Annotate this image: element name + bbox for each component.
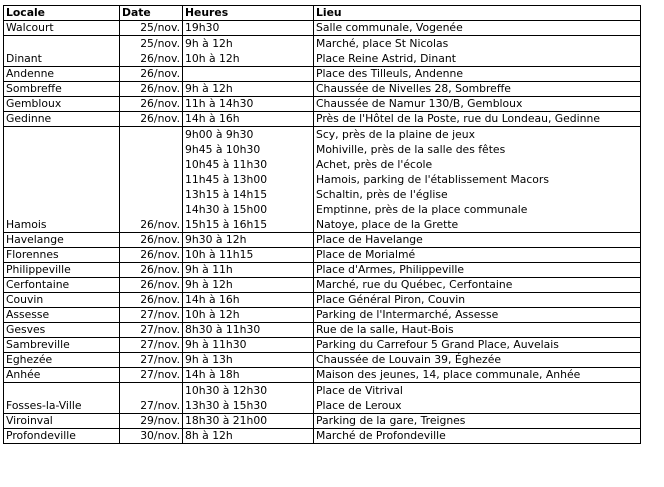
- cell-locale: Walcourt: [4, 21, 120, 36]
- cell-lieu-line: Emptinne, près de la place communale: [316, 203, 528, 216]
- cell-locale: Gedinne: [4, 112, 120, 127]
- cell-heures-line: 13h30 à 15h30: [185, 399, 268, 412]
- cell-heures: 8h à 12h: [183, 429, 314, 444]
- cell-lieu: Place de Havelange: [314, 233, 641, 248]
- cell-heures-line: 9h00 à 9h30: [185, 128, 254, 141]
- table-row: [4, 338, 641, 353]
- cell-date: 26/nov.: [120, 278, 183, 293]
- cell-date: 25/nov.: [120, 21, 183, 36]
- cell-locale: Hamois: [4, 127, 120, 233]
- cell-date: 27/nov.: [120, 383, 183, 414]
- cell-heures: [183, 127, 314, 233]
- cell-heures-line: 9h à 12h: [185, 37, 233, 50]
- schedule-table: [3, 5, 641, 444]
- cell-heures-line: 9h45 à 10h30: [185, 143, 261, 156]
- cell-heures-line: 10h à 12h: [185, 52, 240, 65]
- cell-lieu: Marché, rue du Québec, Cerfontaine: [314, 278, 641, 293]
- table-row: [4, 278, 641, 293]
- cell-date: 26/nov.: [120, 127, 183, 233]
- cell-date: 27/nov.: [120, 323, 183, 338]
- header-date: Date: [120, 6, 183, 21]
- cell-date: 26/nov.: [120, 233, 183, 248]
- table-row: [4, 233, 641, 248]
- table-row: [4, 429, 641, 444]
- cell-locale: Gembloux: [4, 97, 120, 112]
- cell-lieu: [314, 36, 641, 67]
- cell-locale: Cerfontaine: [4, 278, 120, 293]
- table-row: [4, 112, 641, 127]
- cell-locale: Sambreville: [4, 338, 120, 353]
- cell-lieu: Maison des jeunes, 14, place communale, Anhée: [314, 368, 641, 383]
- cell-locale: Assesse: [4, 308, 120, 323]
- table-row: [4, 383, 641, 414]
- table-row: [4, 323, 641, 338]
- cell-heures: 18h30 à 21h00: [183, 414, 314, 429]
- table-row: [4, 127, 641, 233]
- date-line: 26/nov.: [140, 52, 180, 65]
- header-lieu: Lieu: [314, 6, 641, 21]
- cell-lieu-line: Place Reine Astrid, Dinant: [316, 52, 456, 65]
- cell-heures-line: 15h15 à 16h15: [185, 218, 268, 231]
- cell-heures: 9h à 13h: [183, 353, 314, 368]
- cell-locale: Fosses-la-Ville: [4, 383, 120, 414]
- cell-lieu: Parking de la gare, Treignes: [314, 414, 641, 429]
- cell-heures: 8h30 à 11h30: [183, 323, 314, 338]
- header-locale: Locale: [4, 6, 120, 21]
- cell-date: [120, 36, 183, 67]
- table-row: [4, 263, 641, 278]
- cell-heures: 11h à 14h30: [183, 97, 314, 112]
- cell-heures-line: 14h30 à 15h00: [185, 203, 268, 216]
- cell-lieu: Place des Tilleuls, Andenne: [314, 67, 641, 82]
- cell-date: 27/nov.: [120, 338, 183, 353]
- cell-date: 26/nov.: [120, 293, 183, 308]
- cell-lieu-line: Hamois, parking de l'établissement Macors: [316, 173, 549, 186]
- table-row: [4, 414, 641, 429]
- table-row: [4, 293, 641, 308]
- cell-lieu: Marché de Profondeville: [314, 429, 641, 444]
- cell-heures: 14h à 18h: [183, 368, 314, 383]
- table-row: [4, 353, 641, 368]
- cell-heures: 19h30: [183, 21, 314, 36]
- cell-lieu-line: Scy, près de la plaine de jeux: [316, 128, 475, 141]
- cell-heures-line: 10h30 à 12h30: [185, 384, 268, 397]
- cell-heures: 9h à 11h30: [183, 338, 314, 353]
- cell-heures: [183, 36, 314, 67]
- cell-locale: Florennes: [4, 248, 120, 263]
- cell-date: 26/nov.: [120, 248, 183, 263]
- table-body: [4, 21, 641, 444]
- cell-lieu: [314, 383, 641, 414]
- cell-heures: 9h30 à 12h: [183, 233, 314, 248]
- cell-lieu: Chaussée de Namur 130/B, Gembloux: [314, 97, 641, 112]
- cell-date: 29/nov.: [120, 414, 183, 429]
- cell-date: 26/nov.: [120, 82, 183, 97]
- cell-heures: 9h à 12h: [183, 82, 314, 97]
- cell-lieu-line: Schaltin, près de l'église: [316, 188, 448, 201]
- table-row: [4, 97, 641, 112]
- table-row: [4, 36, 641, 67]
- table-row: [4, 21, 641, 36]
- cell-lieu: Rue de la salle, Haut-Bois: [314, 323, 641, 338]
- cell-lieu: Place Général Piron, Couvin: [314, 293, 641, 308]
- cell-heures-line: 10h45 à 11h30: [185, 158, 268, 171]
- cell-locale: Eghezée: [4, 353, 120, 368]
- date-line: 25/nov.: [140, 37, 180, 50]
- cell-lieu: Salle communale, Vogenée: [314, 21, 641, 36]
- spreadsheet: [3, 5, 641, 444]
- cell-locale: Gesves: [4, 323, 120, 338]
- cell-locale: Dinant: [4, 36, 120, 67]
- cell-heures-line: 13h15 à 14h15: [185, 188, 268, 201]
- cell-locale: Anhée: [4, 368, 120, 383]
- cell-date: 26/nov.: [120, 263, 183, 278]
- cell-lieu-line: Mohiville, près de la salle des fêtes: [316, 143, 506, 156]
- cell-heures-line: 11h45 à 13h00: [185, 173, 268, 186]
- cell-heures: 14h à 16h: [183, 293, 314, 308]
- cell-lieu-line: Place de Leroux: [316, 399, 402, 412]
- cell-lieu: Place d'Armes, Philippeville: [314, 263, 641, 278]
- table-row: [4, 308, 641, 323]
- cell-locale: Viroinval: [4, 414, 120, 429]
- cell-date: 27/nov.: [120, 353, 183, 368]
- cell-lieu: Place de Morialmé: [314, 248, 641, 263]
- cell-date: 27/nov.: [120, 308, 183, 323]
- cell-lieu-line: Natoye, place de la Grette: [316, 218, 459, 231]
- cell-locale: Sombreffe: [4, 82, 120, 97]
- cell-date: 30/nov.: [120, 429, 183, 444]
- cell-lieu: Chaussée de Louvain 39, Éghezée: [314, 353, 641, 368]
- cell-heures: 10h à 11h15: [183, 248, 314, 263]
- cell-lieu: Près de l'Hôtel de la Poste, rue du Londeau, Gedinne: [314, 112, 641, 127]
- header-heures: Heures: [183, 6, 314, 21]
- cell-heures: 9h à 11h: [183, 263, 314, 278]
- cell-lieu-line: Marché, place St Nicolas: [316, 37, 449, 50]
- cell-locale: Philippeville: [4, 263, 120, 278]
- cell-heures: [183, 67, 314, 82]
- cell-locale: Andenne: [4, 67, 120, 82]
- cell-heures: 10h à 12h: [183, 308, 314, 323]
- cell-lieu: Parking du Carrefour 5 Grand Place, Auvelais: [314, 338, 641, 353]
- cell-locale: Profondeville: [4, 429, 120, 444]
- header-row: [4, 6, 641, 21]
- table-row: [4, 248, 641, 263]
- table-row: [4, 67, 641, 82]
- cell-lieu: Parking de l'Intermarché, Assesse: [314, 308, 641, 323]
- cell-date: 26/nov.: [120, 97, 183, 112]
- table-row: [4, 368, 641, 383]
- cell-lieu: [314, 127, 641, 233]
- cell-locale: Couvin: [4, 293, 120, 308]
- cell-date: 27/nov.: [120, 368, 183, 383]
- cell-date: 26/nov.: [120, 112, 183, 127]
- cell-lieu: Chaussée de Nivelles 28, Sombreffe: [314, 82, 641, 97]
- cell-locale: Havelange: [4, 233, 120, 248]
- cell-date: 26/nov.: [120, 67, 183, 82]
- cell-lieu-line: Achet, près de l'école: [316, 158, 433, 171]
- cell-lieu-line: Place de Vitrival: [316, 384, 403, 397]
- table-row: [4, 82, 641, 97]
- cell-heures: 14h à 16h: [183, 112, 314, 127]
- cell-heures: 9h à 12h: [183, 278, 314, 293]
- cell-heures: [183, 383, 314, 414]
